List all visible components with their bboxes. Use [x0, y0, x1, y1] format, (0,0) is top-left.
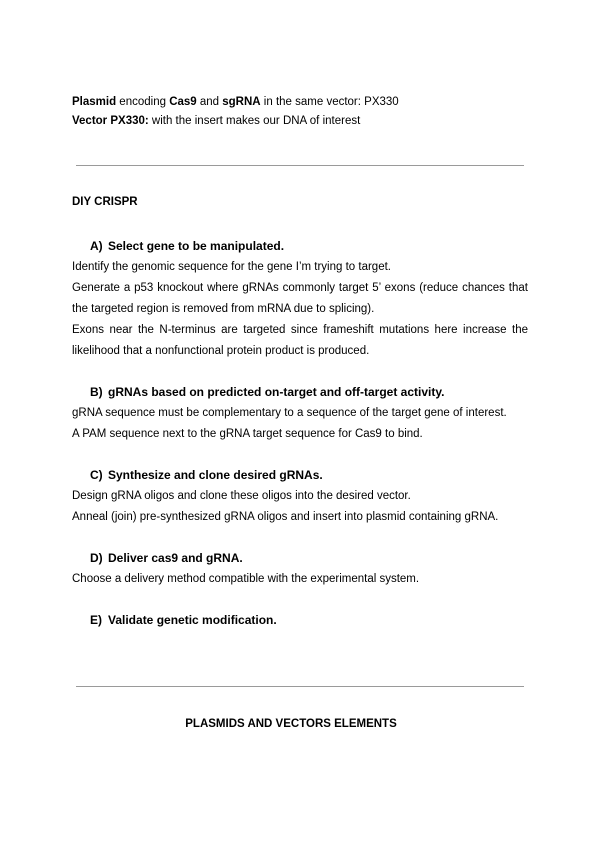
step-heading [72, 610, 528, 631]
step-paragraph: Exons near the N-terminus are targeted since frameshift mutations here increase the likelihood that a nonfunctional protein product is produced. [72, 324, 528, 357]
step-heading [72, 465, 528, 486]
step-paragraph: Generate a p53 knockout where gRNAs commonly target 5’ exons (reduce chances that the targeted region is removed from mRNA due to splicing). [72, 282, 528, 315]
step-letter: A) [90, 239, 103, 253]
step-paragraph: Choose a delivery method compatible with the experimental system. [72, 573, 420, 585]
step-paragraph: Anneal (join) pre-synthesized gRNA oligos and insert into plasmid containing gRNA. [72, 511, 499, 523]
step-heading [72, 548, 528, 569]
step-title: Synthesize and clone desired gRNAs. [108, 468, 323, 482]
step-letter: D) [90, 551, 103, 565]
intro-text: in the same vector: PX330 [260, 96, 399, 108]
term-sgrna: sgRNA [222, 96, 261, 108]
section-heading-plasmids-vectors: PLASMIDS AND VECTORS ELEMENTS [185, 718, 397, 730]
step-paragraph: gRNA sequence must be complementary to a sequence of the target gene of interest. [72, 407, 507, 419]
intro-text: with the insert makes our DNA of interest [148, 115, 361, 127]
step-heading [72, 236, 528, 257]
step-d [72, 548, 528, 590]
term-plasmid: Plasmid [72, 96, 117, 108]
intro-text: and [196, 96, 223, 108]
step-paragraph: Design gRNA oligos and clone these oligos into the desired vector. [72, 490, 411, 502]
step-c [72, 465, 528, 528]
section-heading-diy-crispr: DIY CRISPR [72, 196, 138, 208]
intro-line-vector [72, 112, 532, 131]
step-title: gRNAs based on predicted on-target and off-target activity. [108, 385, 445, 399]
step-a [72, 236, 528, 362]
term-vector-px330: Vector PX330: [72, 115, 149, 127]
step-title: Select gene to be manipulated. [108, 239, 285, 253]
step-title: Validate genetic modification. [108, 613, 277, 627]
step-letter: E) [90, 613, 102, 627]
step-letter: C) [90, 468, 103, 482]
intro-text: encoding [116, 96, 170, 108]
step-b [72, 382, 528, 445]
step-paragraph: A PAM sequence next to the gRNA target sequence for Cas9 to bind. [72, 428, 423, 440]
step-paragraph: Identify the genomic sequence for the gene I’m trying to target. [72, 261, 391, 273]
step-letter: B) [90, 385, 103, 399]
intro-line-plasmid [72, 93, 532, 112]
intro-block [72, 93, 532, 131]
term-cas9: Cas9 [169, 96, 197, 108]
steps-list [72, 236, 528, 651]
step-heading [72, 382, 528, 403]
step-title: Deliver cas9 and gRNA. [108, 551, 243, 565]
horizontal-divider [76, 686, 524, 687]
horizontal-divider [76, 165, 524, 166]
step-e [72, 610, 528, 631]
